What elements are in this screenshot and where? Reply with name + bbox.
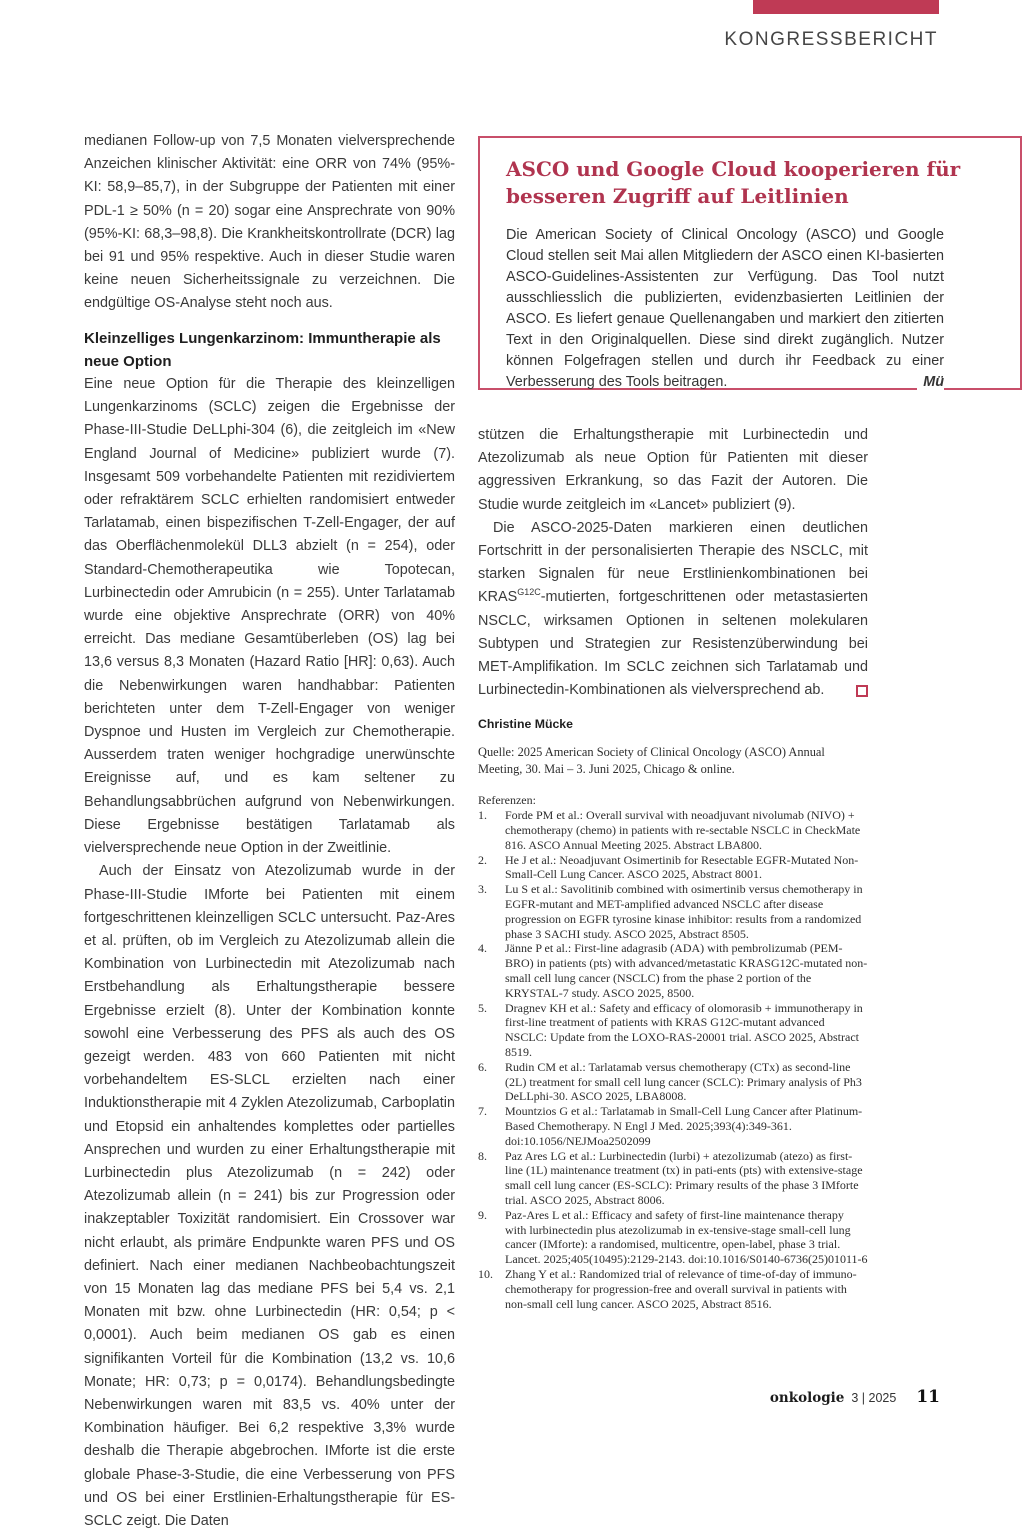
reference-number: 5. <box>478 1000 487 1015</box>
reference-item <box>478 882 868 941</box>
reference-text: Forde PM et al.: Overall survival with neoadjuvant nivolumab (NIVO) + chemotherapy (chemo) in patients with re-sectable NSCLC in CheckMate 816. ASCO Annual Meeting 2025. Abstract LBA800. <box>505 808 861 852</box>
source-line: Quelle: 2025 American Society of Clinical Oncology (ASCO) Annual Meeting, 30. Mai – 3. Juni 2025, Chicago & online. <box>478 745 825 777</box>
reference-item <box>478 941 868 1000</box>
references-label: Referenzen: <box>478 793 536 808</box>
reference-number: 4. <box>478 941 487 956</box>
section-heading: Kleinzelliges Lungenkarzinom: Immuntherapie als neue Option <box>84 329 441 370</box>
page-kicker: KONGRESSBERICHT <box>724 29 938 50</box>
gene-superscript: G12C <box>517 587 541 598</box>
info-box-body <box>506 225 944 393</box>
reference-text: Lu S et al.: Savolitinib combined with osimertinib versus chemotherapy in EGFR-mutant and MET-amplified advanced NSCLC after disease progression on EGFR tyrosine kinase inhibitor: results from a randomized phase 3 SACHI study. ASCO 2025, Abstract 8505. <box>505 882 863 941</box>
reference-text: He J et al.: Neoadjuvant Osimertinib for Resectable EGFR-Mutated Non-Small-Cell Lung Cancer. ASCO 2025, Abstract 8001. <box>505 852 859 882</box>
issue-number: 3 | 2025 <box>851 1391 897 1405</box>
author-name: Christine Mücke <box>478 717 573 732</box>
reference-number: 6. <box>478 1059 487 1074</box>
reference-item <box>478 1208 868 1267</box>
reference-text: Rudin CM et al.: Tarlatamab versus chemotherapy (CTx) as second-line (2L) treatment for small cell lung cancer (SCLC): Primary analysis of Ph3 DeLLphi-30. ASCO 2025, LBA8008. <box>505 1059 862 1104</box>
page-number: 11 <box>916 1387 940 1407</box>
reference-item <box>478 1149 868 1208</box>
paragraph-conclusion <box>478 517 868 703</box>
conclusion-text-pre: Die ASCO-2025-Daten markieren einen deutlichen Fortschritt in der personalisierten Therapie des NSCLC, mit starken Signalen für neue Erstlinienkombinationen bei KRAS <box>478 519 868 606</box>
info-box <box>478 136 1022 390</box>
reference-number: 10. <box>478 1266 493 1281</box>
reference-text: Paz-Ares L et al.: Efficacy and safety of first-line maintenance therapy with lurbinectedin plus atezolizumab in ex-tensive-stage small-cell lung cancer (IMforte): a randomised, multicentre, open-label, phase 3 trial. Lancet. 2025;405(10495):2129-2143. doi:10.1016/S0140-6736(25)01011-6 <box>505 1207 868 1267</box>
reference-text: Mountzios G et al.: Tarlatamab in Small-Cell Lung Cancer after Platinum-Based Chemotherapy. N Engl J Med. 2025;393(4):349-361. doi:10.1056/NEJMoa2502099 <box>505 1104 863 1148</box>
reference-number: 1. <box>478 808 487 823</box>
reference-text: Dragnev KH et al.: Safety and efficacy of olomorasib + immunotherapy in first-line treatment of patients with KRAS G12C-mutant advanced NSCLC: Update from the LOXO-RAS-20001 trial. ASCO 2025, Abstract 8519. <box>505 1000 863 1059</box>
end-of-article-marker <box>856 685 868 697</box>
paragraph-sclc-study: Eine neue Option für die Therapie des kleinzelligen Lungenkarzinoms (SCLC) zeigen die Ergebnisse der Phase-III-Studie DeLLphi-304 (6), die zeitgleich im «New England Journal of Medicine» publiziert wurde (7). Insgesamt 509 vorbehandelte Patienten mit rezidiviertem oder refraktärem SCLC erhielten randomisiert entweder Tarlatamab, einen bispezifischen T-Zell-Engager, der auf das Oberflächenmolekül DLL3 abzielt (n = 254), oder Standard-Chemotherapeutika wie Topotecan, Lurbinectedin oder Amrubicin (n = 255). Unter Tarlatamab wurde eine objektive Ansprechrate (ORR) von 40% erreicht. Das mediane Gesamtüberleben (OS) lag bei 13,6 versus 8,3 Monaten (Hazard Ratio [HR]: 0,63). Auch die Nebenwirkungen waren handhabbar: Patienten berichteten unter dem T-Zell-Engager von weniger Dyspnoe und Husten im Vergleich zur Chemotherapie. Ausserdem traten weniger hochgradige unerwünschte Ereignisse auf, und es kam seltener zu Behandlungsabbrüchen aufgrund von Nebenwirkungen. Diese Ergebnisse bestätigen Tarlatamab als vielversprechende neue Option in der Zweitlinie. <box>84 376 455 857</box>
reference-text: Paz Ares LG et al.: Lurbinectedin (lurbi) + atezolizumab (atezo) as first-line (1L) maintenance treatment (tx) in pati-ents (pts) with extensive-stage small cell lung cancer (ES-SCLC): Primary results of the phase 3 IMforte trial. ASCO 2025, Abstract 8006. <box>505 1148 863 1207</box>
reference-text: Zhang Y et al.: Randomized trial of relevance of time-of-day of immuno-chemotherapy for progression-free and overall survival in patients with non-small cell lung cancer. ASCO 2025, Abstract 8516. <box>505 1266 857 1311</box>
reference-item <box>478 1104 868 1148</box>
reference-number: 8. <box>478 1148 487 1163</box>
info-box-author-initials: Mü <box>917 372 944 393</box>
right-column <box>478 424 868 1311</box>
reference-item <box>478 1001 868 1060</box>
left-column <box>84 130 455 1533</box>
reference-item <box>478 853 868 883</box>
reference-item <box>478 808 868 852</box>
reference-number: 2. <box>478 852 487 867</box>
reference-item <box>478 1267 868 1311</box>
reference-text: Jänne P et al.: First-line adagrasib (ADA) with pembrolizumab (PEM-BRO) in patients (pts) with advanced/metastatic KRASG12C-mutated non-small cell lung cancer (NSCLC) from the phase 2 portion of the KRYSTAL-7 study. ASCO 2025, 8500. <box>505 941 868 1000</box>
paragraph-followup: medianen Follow-up von 7,5 Monaten vielversprechende Anzeichen klinischer Aktivität: eine ORR von 74% (95%-KI: 58,9–85,7), in der Subgruppe der Patienten mit einer PDL-1 ≥ 50% (n = 20) sogar eine Ansprechrate von 90% (95%-KI: 68,3–98,8). Die Krankheitskontrollrate (DCR) lag bei 91 und 95% respektive. Auch in dieser Studie waren keine neuen Sicherheitssignale zu verzeichnen. Die endgültige OS-Analyse steht noch aus. <box>84 133 455 312</box>
reference-number: 7. <box>478 1104 487 1119</box>
info-box-title: ASCO und Google Cloud kooperieren für besseren Zugriff auf Leitlinien <box>506 157 961 208</box>
info-box-text: Die American Society of Clinical Oncology (ASCO) und Google Cloud stellen seit Mai allen Mitgliedern der ASCO einen KI-basierten ASCO-Guidelines-Assistenten zur Verfügung. Das Tool nutzt ausschliesslich die publizierten, evidenzbasierten Leitlinien der ASCO. Es liefert genaue Quellenangaben und markiert den zitierten Text in den Originalquellen. Diese sind direkt zugänglich. Nutzer können Folgefragen stellen und durch ihr Feedback zu einer Verbesserung des Tools beitragen. <box>506 227 944 390</box>
conclusion-text-post: -mutierten, fortgeschrittenen oder metastasierten NSCLC, wirksamen Optionen in seltenen molekularen Subtypen und Strategien zur Resistenzüberwindung bei MET-Amplifikation. Im SCLC zeichnen sich Tarlatamab und Lurbinectedin-Kombinationen als vielversprechend ab. <box>478 589 868 699</box>
journal-name: onkologie <box>769 1390 845 1406</box>
references-list <box>478 808 868 1311</box>
paragraph-continuation: stützen die Erhaltungstherapie mit Lurbinectedin und Atezolizumab als neue Option für Patienten mit dieser aggressiven Erkrankung, so das Fazit der Autoren. Die Studie wurde zeitgleich im «Lancet» publiziert (9). <box>478 427 868 513</box>
header-accent-bar <box>753 0 939 14</box>
reference-item <box>478 1060 868 1104</box>
reference-number: 3. <box>478 882 487 897</box>
page-footer <box>770 1387 940 1407</box>
reference-number: 9. <box>478 1207 487 1222</box>
paragraph-imforte-study: Auch der Einsatz von Atezolizumab wurde in der Phase-III-Studie IMforte bei Patienten mit einem fortgeschrittenen kleinzelligen SCLC untersucht. Paz-Ares et al. prüften, ob im Vergleich zu Atezolizumab allein die Kombination von Lurbinectedin mit Atezolizumab nach Erstbehandlung als Erhaltungstherapie bessere Ergebnisse erzielt (8). Unter der Kombination konnte sowohl eine Verbesserung des PFS als auch des OS gezeigt werden. 483 von 660 Patienten mit nicht vorbehandeltem ES-SLCL erzielten nach einer Induktionstherapie mit 4 Zyklen Atezolizumab, Carboplatin und Etopsid ein anhaltendes komplettes oder partielles Ansprechen und wurden zu einer Erhaltungstherapie mit Lurbinectedin plus Atezolizumab (n = 242) oder Atezolizumab allein (n = 241) bis zur Progression oder inakzeptabler Toxizität randomisiert. Ein Crossover war nicht erlaubt, als primäre Endpunkte waren PFS und OS definiert. Nach einer medianen Nachbeobachtungszeit von 15 Monaten lag das mediane PFS bei 5,4 vs. 2,1 Monaten mit bzw. ohne Lurbinectedin (HR: 0,54; p < 0,0001). Auch beim medianen OS gab es einen signifikanten Vorteil für die Kombination (13,2 vs. 10,6 Monate; HR: 0,73; p = 0,0174). Behandlungsbedingte Nebenwirkungen waren mit 83,5 vs. 40% unter der Kombination häufiger. Bei 6,2 respektive 3,3% wurde deshalb die Therapie abgebrochen. IMforte ist die erste globale Phase-3-Studie, die eine Verbesserung von PFS und OS bei einer Erstlinien-Erhaltungstherapie für ES-SCLC zeigt. Die Daten <box>84 863 455 1529</box>
